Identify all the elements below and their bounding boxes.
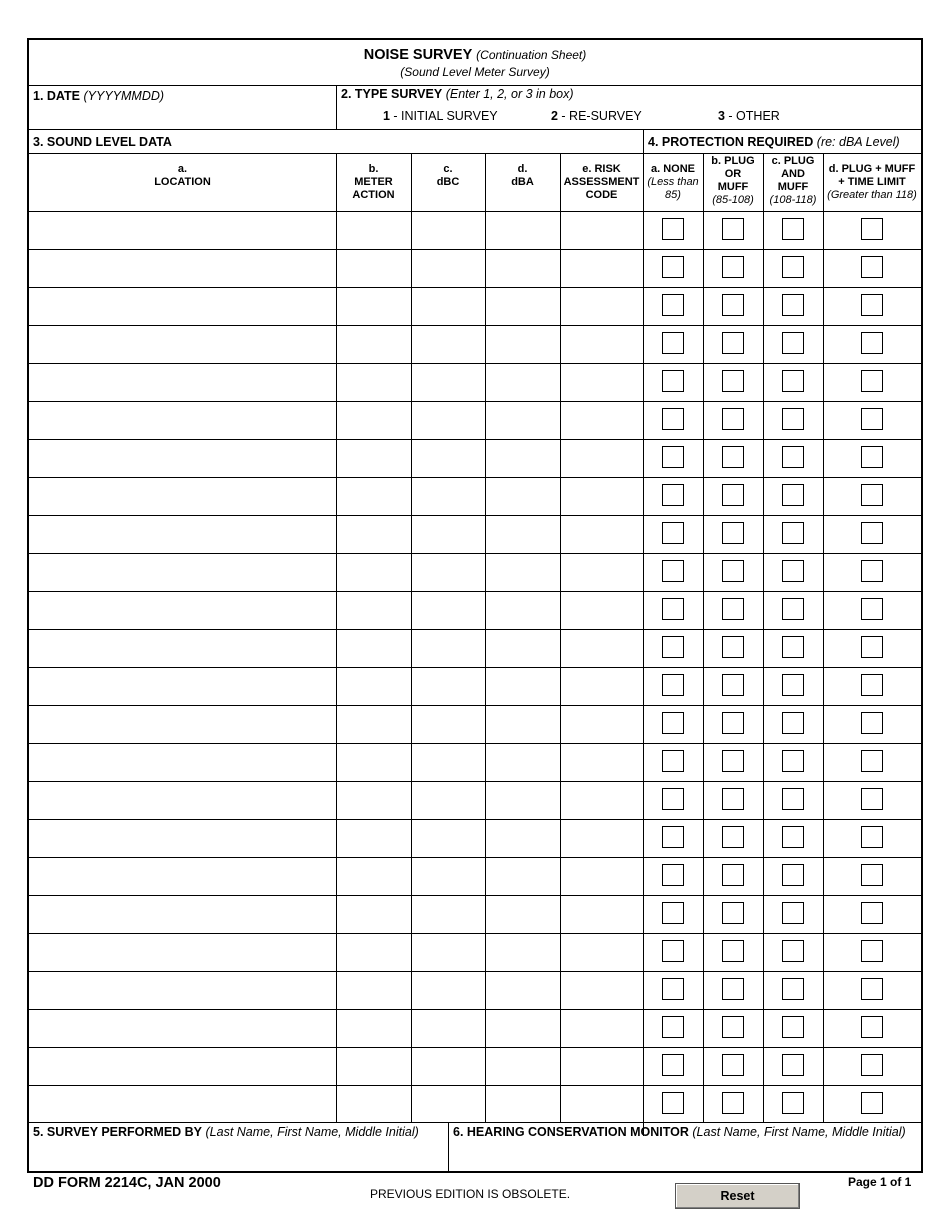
none-checkbox[interactable]: [662, 1092, 684, 1114]
table-row-divider: [29, 211, 921, 212]
dba-input[interactable]: [487, 669, 558, 703]
plug-or-muff-checkbox[interactable]: [722, 560, 744, 582]
none-checkbox[interactable]: [662, 560, 684, 582]
date-input[interactable]: [33, 106, 333, 126]
none-checkbox[interactable]: [662, 446, 684, 468]
survey-performed-by-input[interactable]: [33, 1142, 443, 1170]
location-input[interactable]: [31, 251, 334, 285]
plug-and-muff-checkbox[interactable]: [782, 560, 804, 582]
plug-muff-time-checkbox[interactable]: [861, 370, 883, 392]
plug-muff-time-checkbox[interactable]: [861, 598, 883, 620]
col-header-none: a. NONE (Less than 85): [647, 163, 699, 201]
plug-or-muff-checkbox[interactable]: [722, 256, 744, 278]
plug-or-muff-checkbox[interactable]: [722, 674, 744, 696]
location-input[interactable]: [31, 1049, 334, 1083]
plug-and-muff-checkbox[interactable]: [782, 940, 804, 962]
meter-action-input[interactable]: [338, 593, 409, 627]
dbc-input[interactable]: [413, 327, 483, 361]
none-checkbox[interactable]: [662, 484, 684, 506]
meter-action-input[interactable]: [338, 783, 409, 817]
plug-or-muff-checkbox[interactable]: [722, 446, 744, 468]
plug-and-muff-checkbox[interactable]: [782, 256, 804, 278]
plug-muff-time-checkbox[interactable]: [861, 1016, 883, 1038]
location-input[interactable]: [31, 707, 334, 741]
table-row-divider: [29, 629, 921, 630]
title-suffix: (Continuation Sheet): [476, 48, 587, 62]
plug-or-muff-checkbox[interactable]: [722, 826, 744, 848]
meter-action-input[interactable]: [338, 365, 409, 399]
page-number: Page 1 of 1: [848, 1175, 912, 1189]
location-input[interactable]: [31, 289, 334, 323]
meter-action-input[interactable]: [338, 745, 409, 779]
plug-and-muff-checkbox[interactable]: [782, 750, 804, 772]
none-checkbox[interactable]: [662, 978, 684, 1000]
dba-input[interactable]: [487, 593, 558, 627]
dbc-input[interactable]: [413, 821, 483, 855]
table-row-divider: [29, 1047, 921, 1048]
meter-action-input[interactable]: [338, 327, 409, 361]
location-input[interactable]: [31, 859, 334, 893]
table-row-divider: [29, 249, 921, 250]
location-input[interactable]: [31, 821, 334, 855]
none-checkbox[interactable]: [662, 408, 684, 430]
dbc-input[interactable]: [413, 973, 483, 1007]
plug-or-muff-checkbox[interactable]: [722, 902, 744, 924]
location-input[interactable]: [31, 631, 334, 665]
dba-input[interactable]: [487, 707, 558, 741]
risk-code-input[interactable]: [562, 1049, 641, 1083]
plug-or-muff-checkbox[interactable]: [722, 370, 744, 392]
risk-code-input[interactable]: [562, 859, 641, 893]
none-checkbox[interactable]: [662, 750, 684, 772]
protection-required-label: 4. PROTECTION REQUIRED (re: dBA Level): [648, 135, 900, 149]
date-label: 1. DATE (YYYYMMDD): [33, 89, 165, 103]
dbc-input[interactable]: [413, 251, 483, 285]
plug-muff-time-checkbox[interactable]: [861, 1092, 883, 1114]
dba-input[interactable]: [487, 403, 558, 437]
none-checkbox[interactable]: [662, 674, 684, 696]
col-header-risk-code: e. RISK ASSESSMENT CODE: [563, 163, 640, 201]
risk-code-input[interactable]: [562, 289, 641, 323]
dba-input[interactable]: [487, 973, 558, 1007]
table-row-divider: [29, 781, 921, 782]
none-checkbox[interactable]: [662, 218, 684, 240]
meter-action-input[interactable]: [338, 251, 409, 285]
risk-code-input[interactable]: [562, 555, 641, 589]
dbc-input[interactable]: [413, 631, 483, 665]
plug-and-muff-checkbox[interactable]: [782, 598, 804, 620]
table-row-divider: [29, 819, 921, 820]
plug-or-muff-checkbox[interactable]: [722, 1016, 744, 1038]
plug-and-muff-checkbox[interactable]: [782, 446, 804, 468]
table-row-divider: [29, 553, 921, 554]
none-checkbox[interactable]: [662, 940, 684, 962]
plug-or-muff-checkbox[interactable]: [722, 218, 744, 240]
plug-muff-time-checkbox[interactable]: [861, 940, 883, 962]
dbc-input[interactable]: [413, 745, 483, 779]
plug-and-muff-checkbox[interactable]: [782, 332, 804, 354]
location-input[interactable]: [31, 935, 334, 969]
risk-code-input[interactable]: [562, 593, 641, 627]
dbc-input[interactable]: [413, 365, 483, 399]
table-row-divider: [29, 325, 921, 326]
plug-and-muff-checkbox[interactable]: [782, 294, 804, 316]
type-survey-label: 2. TYPE SURVEY (Enter 1, 2, or 3 in box): [341, 87, 574, 101]
hearing-monitor-label: 6. HEARING CONSERVATION MONITOR (Last Name, First Name, Middle Initial): [453, 1125, 906, 1139]
location-input[interactable]: [31, 555, 334, 589]
plug-or-muff-checkbox[interactable]: [722, 1092, 744, 1114]
plug-muff-time-checkbox[interactable]: [861, 750, 883, 772]
dba-input[interactable]: [487, 745, 558, 779]
plug-muff-time-checkbox[interactable]: [861, 256, 883, 278]
plug-or-muff-checkbox[interactable]: [722, 636, 744, 658]
location-input[interactable]: [31, 973, 334, 1007]
none-checkbox[interactable]: [662, 788, 684, 810]
plug-or-muff-checkbox[interactable]: [722, 864, 744, 886]
plug-muff-time-checkbox[interactable]: [861, 446, 883, 468]
plug-and-muff-checkbox[interactable]: [782, 864, 804, 886]
meter-action-input[interactable]: [338, 821, 409, 855]
risk-code-input[interactable]: [562, 365, 641, 399]
type-option-3: 3 - OTHER: [718, 109, 780, 123]
risk-code-input[interactable]: [562, 327, 641, 361]
dba-input[interactable]: [487, 1011, 558, 1045]
location-input[interactable]: [31, 479, 334, 513]
dba-input[interactable]: [487, 935, 558, 969]
dba-input[interactable]: [487, 517, 558, 551]
location-input[interactable]: [31, 517, 334, 551]
meter-action-input[interactable]: [338, 707, 409, 741]
plug-or-muff-checkbox[interactable]: [722, 978, 744, 1000]
risk-code-input[interactable]: [562, 745, 641, 779]
plug-muff-time-checkbox[interactable]: [861, 788, 883, 810]
meter-action-input[interactable]: [338, 289, 409, 323]
reset-button[interactable]: Reset: [675, 1183, 800, 1209]
plug-or-muff-checkbox[interactable]: [722, 522, 744, 544]
none-checkbox[interactable]: [662, 636, 684, 658]
table-row-divider: [29, 363, 921, 364]
plug-and-muff-checkbox[interactable]: [782, 522, 804, 544]
none-checkbox[interactable]: [662, 256, 684, 278]
plug-and-muff-checkbox[interactable]: [782, 826, 804, 848]
location-input[interactable]: [31, 1087, 334, 1121]
location-input[interactable]: [31, 783, 334, 817]
risk-code-input[interactable]: [562, 1087, 641, 1121]
table-row-divider: [29, 857, 921, 858]
dba-input[interactable]: [487, 327, 558, 361]
dbc-input[interactable]: [413, 479, 483, 513]
dba-input[interactable]: [487, 783, 558, 817]
dba-input[interactable]: [487, 289, 558, 323]
plug-muff-time-checkbox[interactable]: [861, 1054, 883, 1076]
dbc-input[interactable]: [413, 213, 483, 247]
table-row-divider: [29, 439, 921, 440]
meter-action-input[interactable]: [338, 669, 409, 703]
plug-or-muff-checkbox[interactable]: [722, 598, 744, 620]
risk-code-input[interactable]: [562, 783, 641, 817]
risk-code-input[interactable]: [562, 631, 641, 665]
form-number: DD FORM 2214C, JAN 2000: [33, 1175, 221, 1191]
dbc-input[interactable]: [413, 859, 483, 893]
meter-action-input[interactable]: [338, 859, 409, 893]
table-row-divider: [29, 1085, 921, 1086]
plug-muff-time-checkbox[interactable]: [861, 636, 883, 658]
plug-or-muff-checkbox[interactable]: [722, 1054, 744, 1076]
title-main: NOISE SURVEY: [363, 47, 473, 63]
dbc-input[interactable]: [413, 1049, 483, 1083]
dba-input[interactable]: [487, 365, 558, 399]
risk-code-input[interactable]: [562, 821, 641, 855]
table-row-divider: [29, 667, 921, 668]
survey-performed-by-label: 5. SURVEY PERFORMED BY (Last Name, First Name, Middle Initial): [33, 1125, 419, 1139]
table-row-divider: [29, 591, 921, 592]
dba-input[interactable]: [487, 213, 558, 247]
dba-input[interactable]: [487, 1049, 558, 1083]
plug-and-muff-checkbox[interactable]: [782, 484, 804, 506]
col-header-dbc: c. dBC: [436, 163, 460, 188]
risk-code-input[interactable]: [562, 403, 641, 437]
table-row-divider: [29, 287, 921, 288]
dba-input[interactable]: [487, 859, 558, 893]
none-checkbox[interactable]: [662, 1016, 684, 1038]
dbc-input[interactable]: [413, 593, 483, 627]
col-header-plug-or-muff: b. PLUG OR MUFF (85-108): [711, 155, 755, 206]
none-checkbox[interactable]: [662, 712, 684, 734]
plug-and-muff-checkbox[interactable]: [782, 1054, 804, 1076]
dbc-input[interactable]: [413, 707, 483, 741]
dbc-input[interactable]: [413, 669, 483, 703]
table-row-divider: [29, 933, 921, 934]
dba-input[interactable]: [487, 897, 558, 931]
sound-level-data-label: 3. SOUND LEVEL DATA: [33, 135, 172, 149]
location-input[interactable]: [31, 669, 334, 703]
plug-muff-time-checkbox[interactable]: [861, 484, 883, 506]
noise-survey-form: [27, 38, 923, 1173]
none-checkbox[interactable]: [662, 522, 684, 544]
location-input[interactable]: [31, 593, 334, 627]
none-checkbox[interactable]: [662, 826, 684, 848]
dba-input[interactable]: [487, 555, 558, 589]
none-checkbox[interactable]: [662, 1054, 684, 1076]
plug-or-muff-checkbox[interactable]: [722, 788, 744, 810]
dbc-input[interactable]: [413, 783, 483, 817]
risk-code-input[interactable]: [562, 1011, 641, 1045]
dba-input[interactable]: [487, 479, 558, 513]
plug-muff-time-checkbox[interactable]: [861, 218, 883, 240]
plug-muff-time-checkbox[interactable]: [861, 712, 883, 734]
none-checkbox[interactable]: [662, 370, 684, 392]
table-row-divider: [29, 971, 921, 972]
table-row-divider: [29, 895, 921, 896]
none-checkbox[interactable]: [662, 864, 684, 886]
dba-input[interactable]: [487, 441, 558, 475]
dbc-input[interactable]: [413, 441, 483, 475]
none-checkbox[interactable]: [662, 332, 684, 354]
hearing-monitor-input[interactable]: [453, 1142, 917, 1170]
dba-input[interactable]: [487, 1087, 558, 1121]
col-header-meter-action: b. METER ACTION: [352, 163, 395, 201]
plug-and-muff-checkbox[interactable]: [782, 674, 804, 696]
dbc-input[interactable]: [413, 935, 483, 969]
plug-or-muff-checkbox[interactable]: [722, 712, 744, 734]
meter-action-input[interactable]: [338, 213, 409, 247]
location-input[interactable]: [31, 441, 334, 475]
plug-and-muff-checkbox[interactable]: [782, 788, 804, 810]
meter-action-input[interactable]: [338, 517, 409, 551]
plug-and-muff-checkbox[interactable]: [782, 902, 804, 924]
meter-action-input[interactable]: [338, 555, 409, 589]
none-checkbox[interactable]: [662, 902, 684, 924]
risk-code-input[interactable]: [562, 897, 641, 931]
meter-action-input[interactable]: [338, 973, 409, 1007]
meter-action-input[interactable]: [338, 1087, 409, 1121]
plug-and-muff-checkbox[interactable]: [782, 408, 804, 430]
dbc-input[interactable]: [413, 1087, 483, 1121]
plug-muff-time-checkbox[interactable]: [861, 560, 883, 582]
risk-code-input[interactable]: [562, 517, 641, 551]
meter-action-input[interactable]: [338, 1011, 409, 1045]
meter-action-input[interactable]: [338, 479, 409, 513]
table-row-divider: [29, 477, 921, 478]
plug-muff-time-checkbox[interactable]: [861, 294, 883, 316]
table-row-divider: [29, 743, 921, 744]
plug-or-muff-checkbox[interactable]: [722, 750, 744, 772]
col-header-location: a. LOCATION: [154, 163, 211, 188]
col-header-plug-and-muff: c. PLUG AND MUFF (108-118): [769, 155, 817, 206]
risk-code-input[interactable]: [562, 213, 641, 247]
plug-and-muff-checkbox[interactable]: [782, 1092, 804, 1114]
location-input[interactable]: [31, 897, 334, 931]
risk-code-input[interactable]: [562, 479, 641, 513]
plug-or-muff-checkbox[interactable]: [722, 484, 744, 506]
location-input[interactable]: [31, 403, 334, 437]
plug-or-muff-checkbox[interactable]: [722, 294, 744, 316]
location-input[interactable]: [31, 745, 334, 779]
plug-muff-time-checkbox[interactable]: [861, 674, 883, 696]
plug-and-muff-checkbox[interactable]: [782, 1016, 804, 1038]
risk-code-input[interactable]: [562, 669, 641, 703]
dbc-input[interactable]: [413, 517, 483, 551]
location-input[interactable]: [31, 1011, 334, 1045]
col-header-dba: d. dBA: [511, 163, 534, 188]
risk-code-input[interactable]: [562, 707, 641, 741]
type-option-2: 2 - RE-SURVEY: [551, 109, 642, 123]
plug-and-muff-checkbox[interactable]: [782, 712, 804, 734]
title-subtitle: (Sound Level Meter Survey): [400, 65, 550, 79]
plug-and-muff-checkbox[interactable]: [782, 636, 804, 658]
dba-input[interactable]: [487, 631, 558, 665]
dba-input[interactable]: [487, 821, 558, 855]
col-header-plug-muff-time: d. PLUG + MUFF + TIME LIMIT (Greater than 118): [827, 163, 917, 201]
none-checkbox[interactable]: [662, 294, 684, 316]
plug-and-muff-checkbox[interactable]: [782, 370, 804, 392]
risk-code-input[interactable]: [562, 441, 641, 475]
plug-or-muff-checkbox[interactable]: [722, 332, 744, 354]
plug-or-muff-checkbox[interactable]: [722, 940, 744, 962]
plug-muff-time-checkbox[interactable]: [861, 332, 883, 354]
dba-input[interactable]: [487, 251, 558, 285]
plug-muff-time-checkbox[interactable]: [861, 864, 883, 886]
plug-or-muff-checkbox[interactable]: [722, 408, 744, 430]
meter-action-input[interactable]: [338, 631, 409, 665]
dbc-input[interactable]: [413, 403, 483, 437]
meter-action-input[interactable]: [338, 441, 409, 475]
plug-muff-time-checkbox[interactable]: [861, 902, 883, 924]
dbc-input[interactable]: [413, 1011, 483, 1045]
obsolete-notice: PREVIOUS EDITION IS OBSOLETE.: [370, 1187, 571, 1201]
risk-code-input[interactable]: [562, 251, 641, 285]
plug-and-muff-checkbox[interactable]: [782, 218, 804, 240]
dbc-input[interactable]: [413, 897, 483, 931]
location-input[interactable]: [31, 365, 334, 399]
table-row-divider: [29, 705, 921, 706]
table-row-divider: [29, 515, 921, 516]
table-row-divider: [29, 401, 921, 402]
risk-code-input[interactable]: [562, 935, 641, 969]
plug-and-muff-checkbox[interactable]: [782, 978, 804, 1000]
plug-muff-time-checkbox[interactable]: [861, 978, 883, 1000]
plug-muff-time-checkbox[interactable]: [861, 408, 883, 430]
meter-action-input[interactable]: [338, 897, 409, 931]
meter-action-input[interactable]: [338, 935, 409, 969]
form-title: [29, 46, 921, 79]
dbc-input[interactable]: [413, 289, 483, 323]
meter-action-input[interactable]: [338, 403, 409, 437]
type-option-1: 1 - INITIAL SURVEY: [383, 109, 498, 123]
location-input[interactable]: [31, 327, 334, 361]
plug-muff-time-checkbox[interactable]: [861, 826, 883, 848]
plug-muff-time-checkbox[interactable]: [861, 522, 883, 544]
location-input[interactable]: [31, 213, 334, 247]
dbc-input[interactable]: [413, 555, 483, 589]
none-checkbox[interactable]: [662, 598, 684, 620]
risk-code-input[interactable]: [562, 973, 641, 1007]
table-row-divider: [29, 1009, 921, 1010]
meter-action-input[interactable]: [338, 1049, 409, 1083]
